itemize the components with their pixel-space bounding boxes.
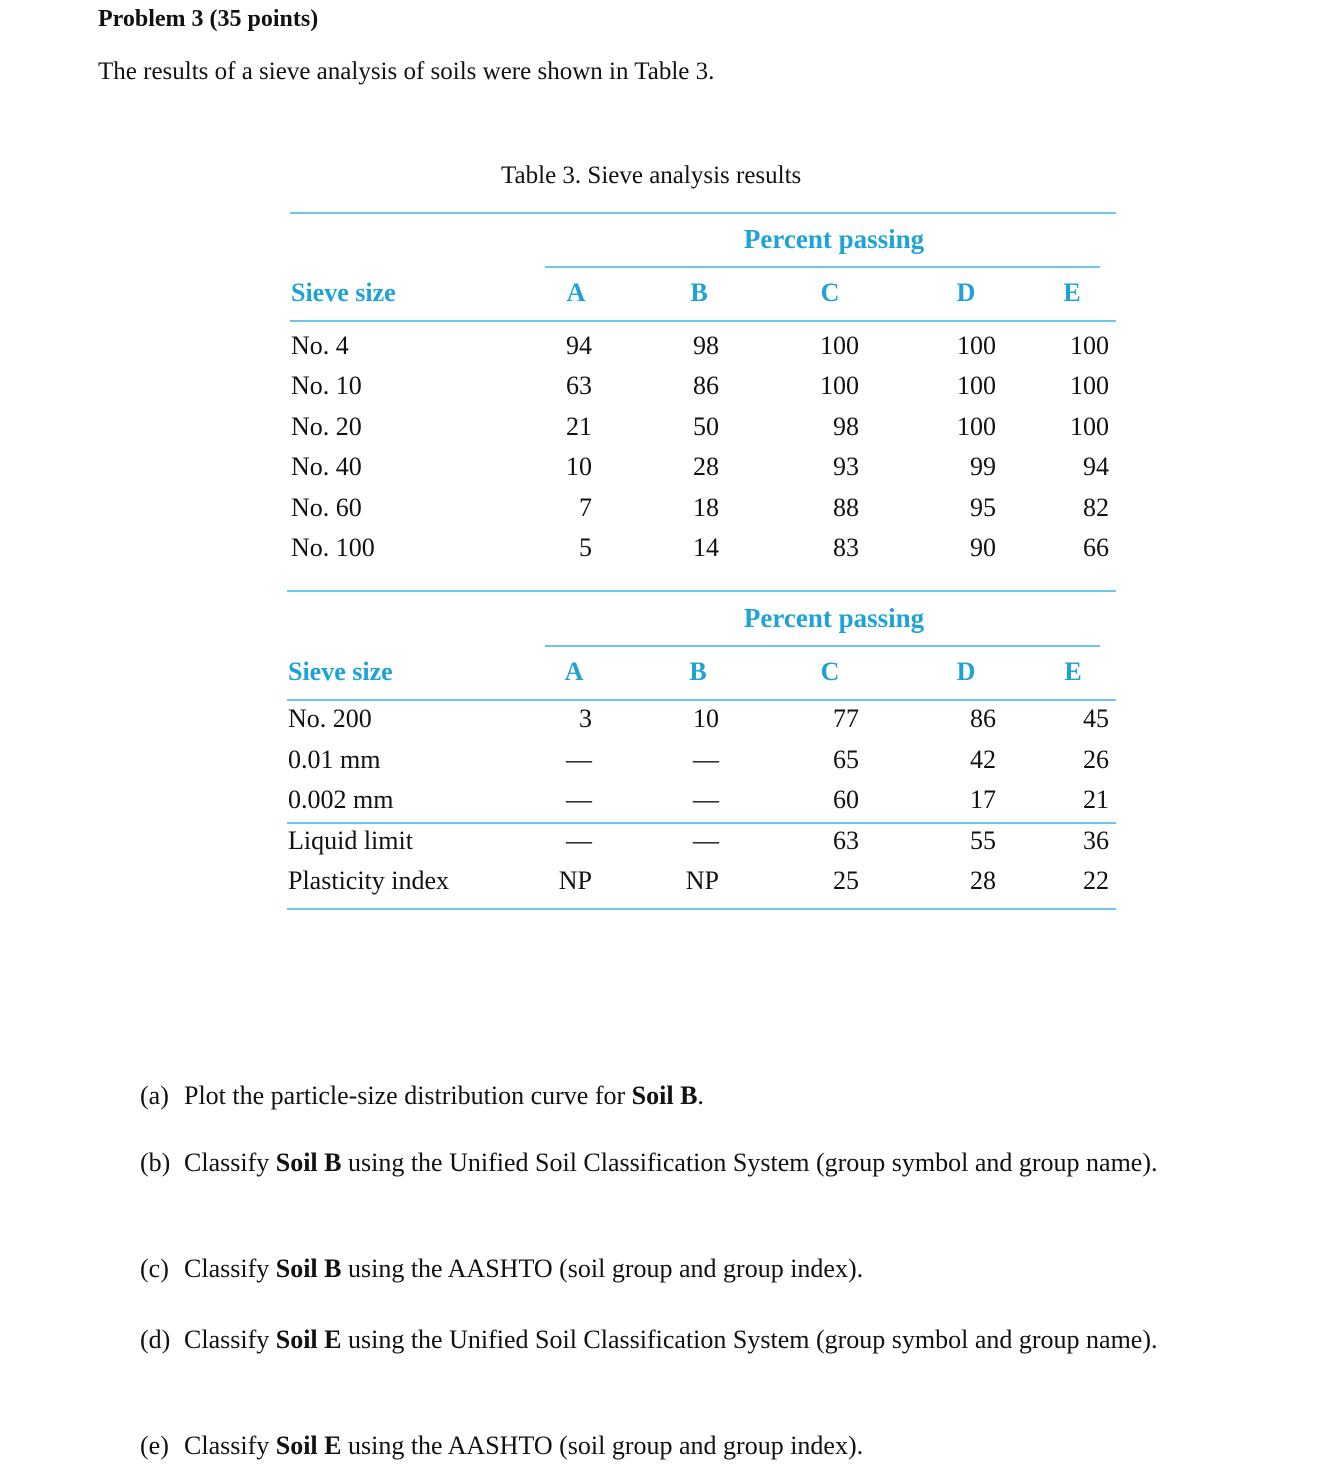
question-text (184, 1078, 1222, 1114)
cell-d: 90 (970, 533, 996, 562)
question-text-tail: using the Unified Soil Classification System (group symbol and group name). (341, 1148, 1158, 1177)
cell-b: 14 (693, 533, 719, 562)
cell-c: 60 (833, 785, 859, 814)
cell-a: 63 (566, 371, 592, 400)
column-header-a-lower: A (564, 657, 584, 686)
cell-a: — (566, 785, 592, 814)
row-label: No. 100 (291, 533, 375, 562)
cell-a: 7 (579, 493, 592, 522)
cell-e: 100 (1070, 371, 1109, 400)
cell-d: 42 (970, 745, 996, 774)
cell-e: 26 (1083, 745, 1109, 774)
table-row (0, 331, 1321, 371)
column-header-a: A (566, 278, 586, 307)
column-header-c-lower: C (820, 657, 840, 686)
problem-intro: The results of a sieve analysis of soils were shown in Table 3. (98, 58, 715, 85)
column-header-d: D (956, 278, 976, 307)
sieve-size-header-lower: Sieve size (288, 657, 393, 686)
cell-c: 77 (833, 704, 859, 733)
cell-e: 45 (1083, 704, 1109, 733)
lower-group-header-rule (545, 645, 1100, 647)
cell-e: 22 (1083, 866, 1109, 895)
row-label: Liquid limit (288, 826, 413, 855)
table-row (0, 533, 1321, 573)
cell-d: 99 (970, 452, 996, 481)
question-item (140, 1251, 1222, 1287)
cell-d: 100 (957, 371, 996, 400)
cell-b: 18 (693, 493, 719, 522)
question-item (140, 1322, 1222, 1358)
cell-b: — (693, 826, 719, 855)
cell-b: NP (685, 866, 719, 895)
row-label: 0.002 mm (288, 785, 394, 814)
cell-b: 28 (693, 452, 719, 481)
table-row (0, 826, 1321, 866)
question-soil-name: Soil B (275, 1148, 342, 1177)
row-label: No. 20 (291, 412, 362, 441)
limits-divider-rule (287, 822, 1116, 824)
column-header-b: B (690, 278, 708, 307)
cell-b: 50 (693, 412, 719, 441)
row-label: No. 40 (291, 452, 362, 481)
question-item (140, 1428, 1222, 1464)
question-text-lead: Classify (184, 1148, 276, 1177)
question-soil-name: Soil B (631, 1081, 698, 1110)
cell-e: 82 (1083, 493, 1109, 522)
cell-c: 63 (833, 826, 859, 855)
cell-b: — (693, 785, 719, 814)
row-label: No. 10 (291, 371, 362, 400)
question-tag: (c) (140, 1254, 169, 1283)
question-soil-name: Soil E (275, 1431, 342, 1460)
question-text-tail: using the Unified Soil Classification System (group symbol and group name). (341, 1325, 1158, 1354)
cell-a: 10 (566, 452, 592, 481)
question-soil-name: Soil B (275, 1254, 342, 1283)
question-text (184, 1428, 1222, 1464)
cell-e: 100 (1070, 412, 1109, 441)
table-row (0, 412, 1321, 452)
cell-d: 17 (970, 785, 996, 814)
cell-a: 3 (579, 704, 592, 733)
cell-d: 100 (957, 412, 996, 441)
cell-b: — (693, 745, 719, 774)
cell-e: 94 (1083, 452, 1109, 481)
lower-column-header-rule (287, 699, 1116, 701)
row-label: No. 4 (291, 331, 349, 360)
cell-e: 36 (1083, 826, 1109, 855)
column-header-rule (290, 320, 1116, 322)
question-tag: (b) (140, 1148, 171, 1177)
question-text (184, 1322, 1222, 1358)
cell-b: 10 (693, 704, 719, 733)
question-text-lead: Plot the particle-size distribution curve for (184, 1081, 632, 1110)
group-header-rule (545, 266, 1100, 268)
question-tag: (e) (140, 1431, 169, 1460)
problem-title: Problem 3 (35 points) (98, 6, 319, 32)
column-header-d-lower: D (956, 657, 976, 686)
row-label: 0.01 mm (288, 745, 381, 774)
question-text-tail: using the AASHTO (soil group and group index). (341, 1254, 864, 1283)
cell-a: 5 (579, 533, 592, 562)
cell-c: 100 (820, 331, 859, 360)
column-header-b-lower: B (689, 657, 707, 686)
lower-top-rule (287, 590, 1116, 592)
question-text (184, 1145, 1222, 1181)
question-text-lead: Classify (184, 1431, 276, 1460)
cell-a: — (566, 826, 592, 855)
row-label: No. 200 (288, 704, 372, 733)
cell-c: 65 (833, 745, 859, 774)
cell-e: 66 (1083, 533, 1109, 562)
cell-d: 100 (957, 331, 996, 360)
question-text-lead: Classify (184, 1254, 276, 1283)
question-text-lead: Classify (184, 1325, 276, 1354)
cell-a: 94 (566, 331, 592, 360)
question-tag: (a) (140, 1081, 169, 1110)
question-text-tail: . (697, 1081, 704, 1110)
table-row (0, 866, 1321, 906)
cell-b: 98 (693, 331, 719, 360)
cell-a: NP (558, 866, 592, 895)
percent-passing-header-lower: Percent passing (743, 603, 925, 633)
table-row (0, 745, 1321, 785)
row-label: No. 60 (291, 493, 362, 522)
table-bottom-rule (287, 908, 1116, 910)
cell-e: 21 (1083, 785, 1109, 814)
cell-b: 86 (693, 371, 719, 400)
cell-c: 93 (833, 452, 859, 481)
column-header-e: E (1063, 278, 1081, 307)
cell-e: 100 (1070, 331, 1109, 360)
question-item (140, 1078, 1222, 1114)
cell-d: 95 (970, 493, 996, 522)
percent-passing-header: Percent passing (743, 224, 925, 254)
table-row (0, 704, 1321, 744)
column-header-c: C (820, 278, 840, 307)
table-caption: Table 3. Sieve analysis results (501, 162, 802, 189)
row-label: Plasticity index (288, 866, 450, 895)
cell-c: 83 (833, 533, 859, 562)
cell-d: 28 (970, 866, 996, 895)
table-row (0, 493, 1321, 533)
question-tag: (d) (140, 1325, 171, 1354)
question-text-tail: using the AASHTO (soil group and group index). (341, 1431, 864, 1460)
sieve-size-header: Sieve size (291, 278, 396, 307)
table-top-rule (290, 212, 1116, 214)
cell-a: — (566, 745, 592, 774)
question-text (184, 1251, 1222, 1287)
column-header-e-lower: E (1064, 657, 1082, 686)
table-row (0, 452, 1321, 492)
cell-c: 100 (820, 371, 859, 400)
cell-c: 98 (833, 412, 859, 441)
cell-d: 55 (970, 826, 996, 855)
cell-c: 25 (833, 866, 859, 895)
question-item (140, 1145, 1222, 1181)
table-row (0, 371, 1321, 411)
cell-d: 86 (970, 704, 996, 733)
table-row (0, 785, 1321, 825)
cell-a: 21 (566, 412, 592, 441)
cell-c: 88 (833, 493, 859, 522)
question-soil-name: Soil E (275, 1325, 342, 1354)
